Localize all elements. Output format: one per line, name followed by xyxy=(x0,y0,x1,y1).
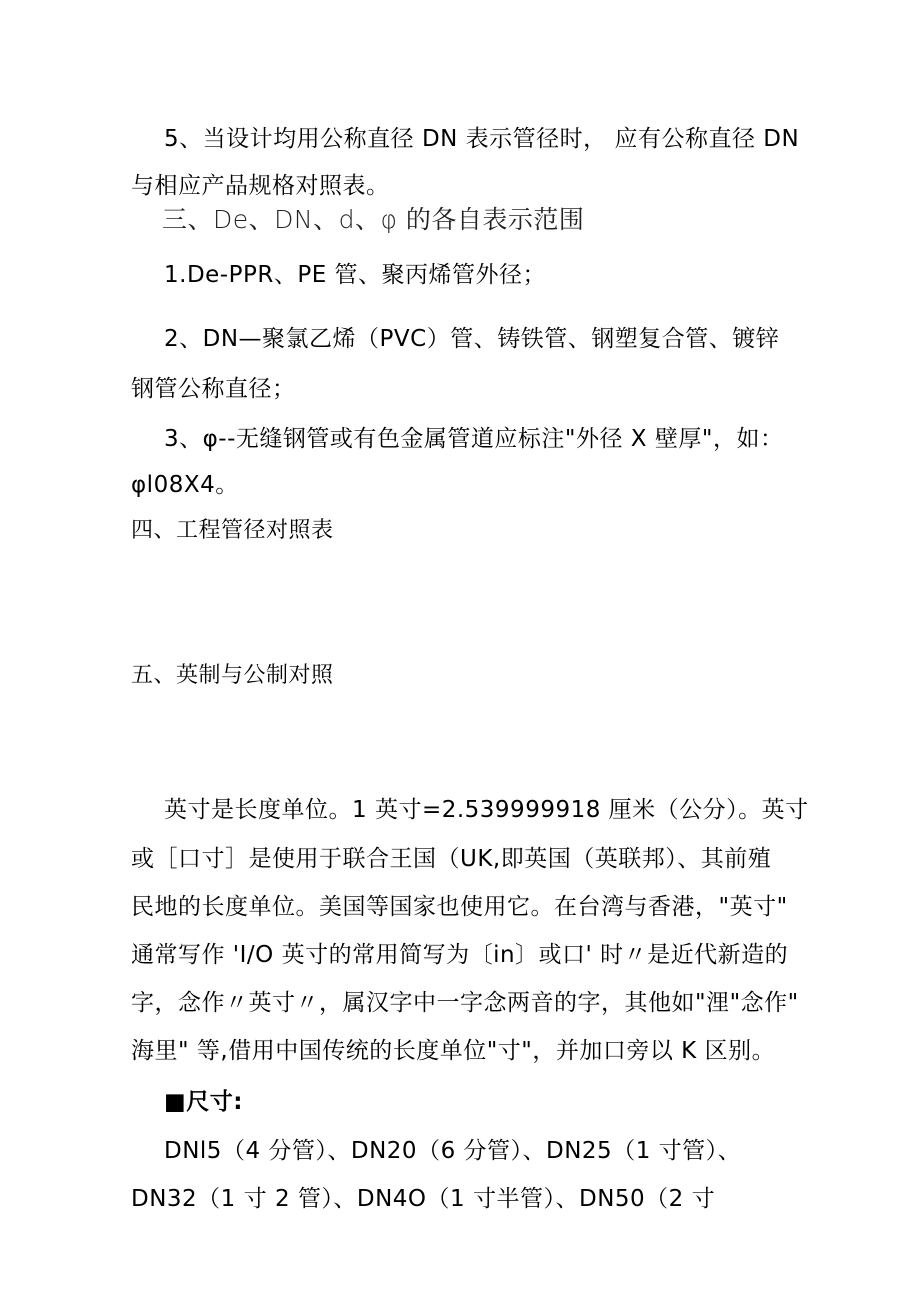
inch-paragraph-line-4: 通常写作 'I/O 英寸的常用简写为〔in〕或口' 时〃是近代新造的 xyxy=(131,942,789,968)
inch-paragraph-line-2: 或［口寸］是使用于联合王国（UK,即英国（英联邦）、其前殖 xyxy=(131,846,772,872)
item-2-line-2: 钢管公称直径； xyxy=(131,376,296,402)
inch-paragraph-line-6: 海里" 等,借用中国传统的长度单位"寸"，并加口旁以 K 区别。 xyxy=(131,1038,776,1064)
paragraph-5-line-2: 与相应产品规格对照表。 xyxy=(131,173,390,199)
section-4-heading: 四、工程管径对照表 xyxy=(131,518,334,543)
inch-paragraph-line-5: 字，念作〃英寸〃，属汉字中一字念两音的字，其他如"浬"念作" xyxy=(131,990,799,1016)
section-5-heading: 五、英制与公制对照 xyxy=(131,663,334,688)
size-heading: ■尺寸: xyxy=(164,1089,243,1115)
item-1: 1.De-PPR、PE 管、聚丙烯管外径； xyxy=(164,262,547,288)
size-list-line-2: DN32（1 寸 2 管）、DN4O（1 寸半管）、DN50（2 寸 xyxy=(131,1186,716,1212)
paragraph-5-line-1: 5、当设计均用公称直径 DN 表示管径时， 应有公称直径 DN xyxy=(164,126,800,152)
size-list-line-1: DNl5（4 分管）、DN20（6 分管）、DN25（1 寸管）、 xyxy=(164,1138,742,1164)
item-3-line-2: φl08X4。 xyxy=(131,472,239,498)
inch-paragraph-line-3: 民地的长度单位。美国等国家也使用它。在台湾与香港，"英寸" xyxy=(131,894,788,920)
item-3-line-1: 3、φ--无缝钢管或有色金属管道应标注"外径 X 壁厚"，如： xyxy=(164,426,784,452)
section-3-heading: 三、De、DN、d、φ 的各自表示范围 xyxy=(162,205,585,234)
inch-paragraph-line-1: 英寸是长度单位。1 英寸=2.539999918 厘米（公分）。英寸 xyxy=(164,797,809,823)
item-2-line-1: 2、DN—聚氯乙烯（PVC）管、铸铁管、钢塑复合管、镀锌 xyxy=(164,326,780,352)
